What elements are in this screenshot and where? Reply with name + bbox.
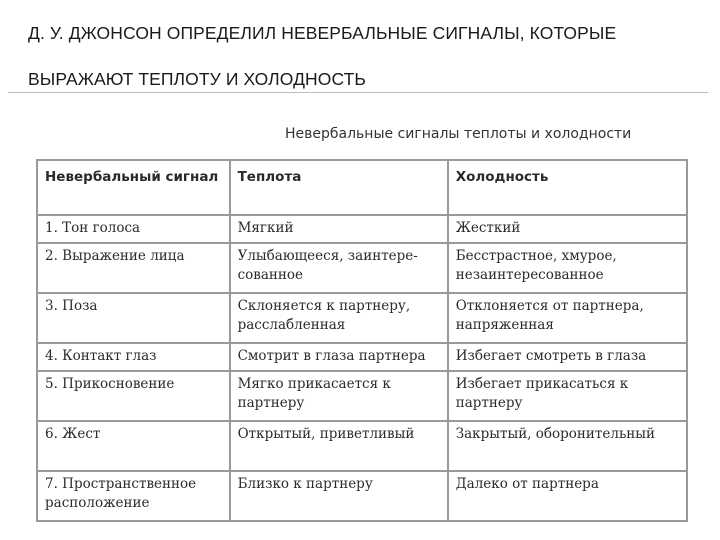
cell-coldness: Далеко от партнера [448, 471, 687, 521]
header-coldness: Холодность [448, 160, 687, 215]
cell-warmth: Близко к партнеру [230, 471, 448, 521]
cell-warmth: Смотрит в глаза партнера [230, 343, 448, 371]
cell-warmth: Склоняется к партнеру, расслабленная [230, 293, 448, 343]
cell-signal: 2. Выражение лица [37, 243, 230, 293]
table-caption: Невербальные сигналы теплоты и холодности [285, 126, 632, 142]
cell-coldness: Жесткий [448, 215, 687, 243]
table-row [37, 371, 687, 421]
cell-signal: 5. Прикосновение [37, 371, 230, 421]
cell-warmth: Открытый, приветливый [230, 421, 448, 471]
table-row [37, 471, 687, 521]
cell-coldness: Отклоняется от партнера, напряженная [448, 293, 687, 343]
cell-warmth: Мягкий [230, 215, 448, 243]
table-row [37, 343, 687, 371]
cell-warmth: Мягко прикасается к партнеру [230, 371, 448, 421]
table-row [37, 293, 687, 343]
slide-title [28, 10, 688, 102]
table-row [37, 215, 687, 243]
cell-coldness: Избегает смотреть в глаза [448, 343, 687, 371]
table-row [37, 243, 687, 293]
cell-signal: 3. Поза [37, 293, 230, 343]
table-header-row [37, 160, 687, 215]
slide-title-line-1: Д. У. ДЖОНСОН ОПРЕДЕЛИЛ НЕВЕРБАЛЬНЫЕ СИГНАЛЫ, КОТОРЫЕ [28, 23, 617, 43]
cell-coldness: Избегает прикасаться к партнеру [448, 371, 687, 421]
table-row [37, 421, 687, 471]
cell-signal: 7. Пространственное расположение [37, 471, 230, 521]
header-signal: Невербальный сигнал [37, 160, 230, 215]
signals-table [36, 159, 688, 522]
title-divider [8, 92, 708, 93]
cell-signal: 4. Контакт глаз [37, 343, 230, 371]
slide-title-line-2: ВЫРАЖАЮТ ТЕПЛОТУ И ХОЛОДНОСТЬ [28, 69, 367, 89]
cell-warmth: Улыбающееся, заинтере-сованное [230, 243, 448, 293]
cell-signal: 6. Жест [37, 421, 230, 471]
cell-coldness: Закрытый, оборонительный [448, 421, 687, 471]
header-warmth: Теплота [230, 160, 448, 215]
cell-coldness: Бесстрастное, хмурое, незаинтересованное [448, 243, 687, 293]
cell-signal: 1. Тон голоса [37, 215, 230, 243]
